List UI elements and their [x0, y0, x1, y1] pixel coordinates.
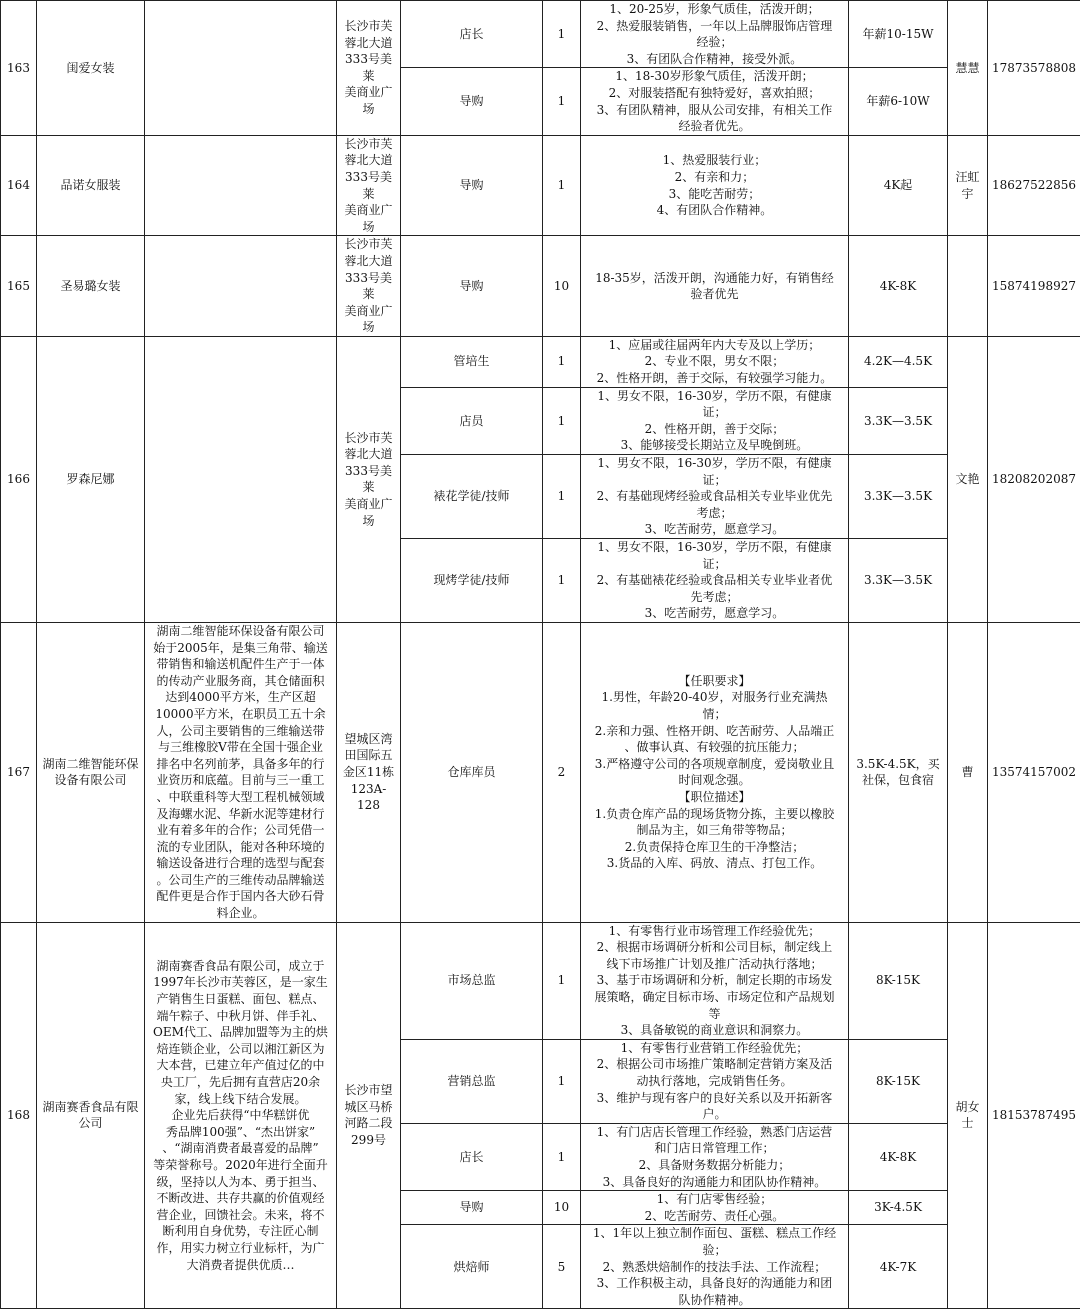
- intro-line: 输送设备进行合理的选型与配套: [148, 855, 333, 872]
- intro-line: 业资历和底蕴。目前与三一重工: [148, 772, 333, 789]
- requirement-line: 3、吃苦耐劳，愿意学习。: [584, 521, 845, 538]
- intro-line: 不断改进、共存共赢的价值观经: [148, 1190, 333, 1207]
- requirement-line: 3.严格遵守公司的各项规章制度，爱岗敬业且: [584, 756, 845, 773]
- requirement-line: 3、维护与现有客户的良好关系以及开拓新客: [584, 1090, 845, 1107]
- address-line: 333号美莱: [340, 169, 397, 202]
- requirement-line: 【职位描述】: [584, 789, 845, 806]
- requirement-line: 制品为主，如三角带等物品；: [584, 822, 845, 839]
- company-name-text: 湖南赛香食品有限公司: [42, 1100, 138, 1131]
- requirement-line: 1、18-30岁形象气质佳，活泼开朗；: [584, 68, 845, 85]
- position-title: [401, 1191, 543, 1225]
- position-count-text: 1: [558, 354, 566, 368]
- position-salary: [849, 1191, 948, 1225]
- requirement-line: 1、热爱服装行业；: [584, 152, 845, 169]
- requirement-line: 2.负责保持仓库卫生的干净整洁；: [584, 839, 845, 856]
- requirement-line: 2、具备财务数据分析能力；: [584, 1157, 845, 1174]
- position-salary: [849, 455, 948, 539]
- intro-line: 流的专业团队，能对各种环境的: [148, 839, 333, 856]
- position-salary: [849, 1, 948, 68]
- work-address: [337, 135, 401, 236]
- intro-line: 与三维橡胶V带在全国十强企业: [148, 739, 333, 756]
- position-title-text: 烘焙师: [453, 1260, 489, 1274]
- requirement-line: 3、有团队精神，服从公司安排，有相关工作: [584, 102, 845, 119]
- company-name: [37, 135, 145, 236]
- position-count: [543, 1039, 581, 1123]
- intro-line: OEM代工、品牌加盟等为主的烘: [148, 1024, 333, 1041]
- requirement-line: 3.货品的入库、码放、清点、打包工作。: [584, 855, 845, 872]
- intro-line: 、“湖南消费者最喜爱的品牌”: [148, 1140, 333, 1157]
- company-name: [37, 1, 145, 136]
- contact-person: [948, 622, 988, 922]
- position-requirements: [581, 622, 849, 922]
- position-count: [543, 622, 581, 922]
- row-number-text: 167: [7, 765, 30, 779]
- address-line: 场: [340, 101, 397, 118]
- position-salary: [849, 539, 948, 623]
- intro-line: 产销售生日蛋糕、面包、糕点、: [148, 991, 333, 1008]
- intro-line: 、中联重科等大型工程机械领域: [148, 789, 333, 806]
- table-row: [1, 1, 1080, 68]
- requirement-line: 动执行落地，完成销售任务。: [584, 1073, 845, 1090]
- requirement-line: 线下市场推广计划及推广活动执行落地；: [584, 956, 845, 973]
- requirement-line: 1、应届或往届两年内大专及以上学历；: [584, 337, 845, 354]
- intro-line: 业有着多年的合作；公司凭借一: [148, 822, 333, 839]
- position-count: [543, 1191, 581, 1225]
- requirement-line: 1.男性，年龄20-40岁，对服务行业充满热: [584, 689, 845, 706]
- salary-text: 4K-8K: [880, 1150, 916, 1164]
- work-address: [337, 236, 401, 337]
- position-count-text: 1: [558, 94, 566, 108]
- position-requirements: [581, 68, 849, 135]
- position-count-text: 2: [558, 765, 566, 779]
- requirement-line: 1、有门店店长管理工作经验，熟悉门店运营: [584, 1124, 845, 1141]
- address-line: 金区11栋: [340, 764, 397, 781]
- row-number: [1, 135, 37, 236]
- address-line: 场: [340, 513, 397, 530]
- work-address: [337, 336, 401, 622]
- intro-line: 湖南二维智能环保设备有限公司: [148, 623, 333, 640]
- contact-person: [948, 135, 988, 236]
- requirement-line: 1、20-25岁，形象气质佳，活泼开朗；: [584, 1, 845, 18]
- row-number-text: 166: [7, 472, 30, 486]
- salary-text: 3.3K—3.5K: [864, 573, 932, 587]
- intro-line: 排名中名列前茅，具备多年的行: [148, 756, 333, 773]
- requirement-line: 1、男女不限，16-30岁，学历不限，有健康: [584, 539, 845, 556]
- position-count: [543, 922, 581, 1039]
- position-salary: [849, 1039, 948, 1123]
- salary-text: 年薪10-15W: [863, 27, 934, 41]
- position-requirements: [581, 1123, 849, 1190]
- requirement-line: 经验者优先。: [584, 118, 845, 135]
- intro-line: 的传动产业服务商，其仓储面积: [148, 673, 333, 690]
- requirement-line: 证；: [584, 404, 845, 421]
- position-title-text: 店长: [459, 1150, 483, 1164]
- requirement-line: 2、性格开朗，善于交际，有较强学习能力。: [584, 370, 845, 387]
- table-row: [1, 922, 1080, 1039]
- position-title: [401, 387, 543, 454]
- contact-phone-text: 17873578808: [992, 61, 1076, 75]
- intro-line: 焙连锁企业，公司以湘江新区为: [148, 1041, 333, 1058]
- position-requirements: [581, 455, 849, 539]
- position-requirements: [581, 1, 849, 68]
- requirement-line: 2、有基础裱花经验或食品相关专业毕业者优: [584, 572, 845, 589]
- position-requirements: [581, 336, 849, 387]
- requirement-line: 证；: [584, 556, 845, 573]
- position-salary: [849, 68, 948, 135]
- requirement-line: 3、吃苦耐劳，愿意学习。: [584, 605, 845, 622]
- position-title-text: 管培生: [453, 354, 489, 368]
- company-name-text: 罗森尼娜: [66, 472, 114, 486]
- position-count-text: 1: [558, 1150, 566, 1164]
- salary-text: 4K-7K: [880, 1260, 916, 1274]
- contact-phone-text: 13574157002: [992, 765, 1076, 779]
- row-number: [1, 336, 37, 622]
- requirement-line: 2、根据公司市场推广策略制定营销方案及活: [584, 1056, 845, 1073]
- contact-phone: [988, 236, 1080, 337]
- requirement-line: 展策略，确定目标市场、市场定位和产品规划: [584, 989, 845, 1006]
- requirement-line: 3、具备良好的沟通能力和团队协作精神。: [584, 1174, 845, 1191]
- requirement-line: 2、熟悉烘焙制作的技法手法、工作流程；: [584, 1259, 845, 1276]
- address-line: 河路二段: [340, 1115, 397, 1132]
- row-number: [1, 622, 37, 922]
- intro-line: 达到4000平方米，生产区超: [148, 689, 333, 706]
- requirement-line: 验；: [584, 1242, 845, 1259]
- address-line: 长沙市望: [340, 1082, 397, 1099]
- requirement-line: 2、热爱服装销售，一年以上品牌服饰店管理: [584, 18, 845, 35]
- position-title-text: 导购: [459, 1200, 483, 1214]
- position-count: [543, 1225, 581, 1309]
- table-row: [1, 336, 1080, 387]
- position-title: [401, 236, 543, 337]
- address-line: 长沙市芙: [340, 236, 397, 253]
- company-name: [37, 622, 145, 922]
- company-name-text: 闺爱女装: [66, 61, 114, 75]
- position-count: [543, 236, 581, 337]
- position-requirements: [581, 1225, 849, 1309]
- address-line: 333号美莱: [340, 270, 397, 303]
- contact-person-text: 胡女士: [955, 1100, 979, 1131]
- requirement-line: 1、男女不限，16-30岁，学历不限，有健康: [584, 455, 845, 472]
- salary-text: 3.3K—3.5K: [864, 489, 932, 503]
- company-name-text: 品诺女服装: [60, 178, 120, 192]
- position-title: [401, 135, 543, 236]
- requirement-line: 3、有团队合作精神，接受外派。: [584, 51, 845, 68]
- position-title-text: 导购: [459, 94, 483, 108]
- contact-person: [948, 922, 988, 1309]
- address-line: 蓉北大道: [340, 253, 397, 270]
- intro-line: 企业先后获得“中华糕饼优: [148, 1107, 333, 1124]
- requirement-line: 【任职要求】: [584, 673, 845, 690]
- salary-text: 3.5K-4.5K，买社保，包食宿: [856, 757, 939, 788]
- intro-line: 10000平方米，在职员工五十余: [148, 706, 333, 723]
- position-requirements: [581, 922, 849, 1039]
- position-title-text: 仓库库员: [447, 765, 495, 779]
- salary-text: 4K-8K: [880, 279, 916, 293]
- work-address: [337, 922, 401, 1309]
- requirement-line: 2、专业不限，男女不限；: [584, 353, 845, 370]
- row-number-text: 164: [7, 178, 30, 192]
- position-title-text: 市场总监: [447, 973, 495, 987]
- intro-line: 1997年长沙市芙蓉区，是一家生: [148, 974, 333, 991]
- row-number-text: 163: [7, 61, 30, 75]
- salary-text: 8K-15K: [876, 973, 920, 987]
- position-salary: [849, 387, 948, 454]
- position-requirements: [581, 236, 849, 337]
- requirement-line: 等: [584, 1006, 845, 1023]
- intro-line: 级，坚持以人为本、勇于担当、: [148, 1174, 333, 1191]
- address-line: 城区马桥: [340, 1099, 397, 1116]
- company-name-text: 圣易璐女装: [60, 279, 120, 293]
- position-title-text: 店长: [459, 27, 483, 41]
- requirement-line: 1、有零售行业市场管理工作经验优先；: [584, 923, 845, 940]
- intro-line: 大消费者提供优质…: [148, 1257, 333, 1274]
- position-requirements: [581, 539, 849, 623]
- row-number-text: 168: [7, 1108, 30, 1122]
- requirement-line: 3、能够接受长期站立及早晚倒班。: [584, 437, 845, 454]
- salary-text: 8K-15K: [876, 1074, 920, 1088]
- position-count: [543, 336, 581, 387]
- address-line: 美商业广: [340, 496, 397, 513]
- position-title-text: 裱花学徒/技师: [433, 489, 509, 503]
- contact-person: [948, 1, 988, 136]
- position-salary: [849, 1225, 948, 1309]
- salary-text: 4.2K—4.5K: [864, 354, 932, 368]
- company-name: [37, 922, 145, 1309]
- requirement-line: 4、有团队合作精神。: [584, 202, 845, 219]
- requirement-line: 验者优先: [584, 286, 845, 303]
- requirement-line: 情；: [584, 706, 845, 723]
- position-title: [401, 1039, 543, 1123]
- salary-text: 3K-4.5K: [874, 1200, 922, 1214]
- table-body: [1, 1, 1080, 1309]
- table-row: [1, 622, 1080, 922]
- position-salary: [849, 336, 948, 387]
- address-line: 长沙市芙: [340, 430, 397, 447]
- salary-text: 年薪6-10W: [866, 94, 929, 108]
- contact-phone: [988, 1, 1080, 136]
- position-title: [401, 922, 543, 1039]
- salary-text: 4K起: [884, 178, 913, 192]
- requirement-line: 2、吃苦耐劳、责任心强。: [584, 1208, 845, 1225]
- intro-line: 家，线上线下结合发展。: [148, 1091, 333, 1108]
- requirement-line: 1、有零售行业营销工作经验优先；: [584, 1040, 845, 1057]
- address-line: 场: [340, 319, 397, 336]
- position-count-text: 10: [554, 279, 569, 293]
- requirement-line: 3、能吃苦耐劳；: [584, 186, 845, 203]
- requirement-line: 2、有亲和力；: [584, 169, 845, 186]
- requirement-line: 2、对服装搭配有独特爱好，喜欢拍照；: [584, 85, 845, 102]
- contact-person: [948, 236, 988, 337]
- company-intro: [145, 336, 337, 622]
- position-count-text: 5: [558, 1260, 566, 1274]
- address-line: 美商业广: [340, 303, 397, 320]
- contact-phone: [988, 622, 1080, 922]
- requirement-line: 2.亲和力强、性格开朗、吃苦耐劳、人品端正: [584, 723, 845, 740]
- intro-line: 等荣誉称号。2020年进行全面升: [148, 1157, 333, 1174]
- position-salary: [849, 1123, 948, 1190]
- intro-line: 湖南赛香食品有限公司，成立于: [148, 958, 333, 975]
- address-line: 望城区湾: [340, 731, 397, 748]
- table-row: [1, 236, 1080, 337]
- intro-line: 端午粽子、中秋月饼、伴手礼、: [148, 1008, 333, 1025]
- intro-line: 及海螺水泥、华新水泥等建材行: [148, 806, 333, 823]
- position-title-text: 导购: [459, 178, 483, 192]
- position-title-text: 营销总监: [447, 1074, 495, 1088]
- position-requirements: [581, 1039, 849, 1123]
- address-line: 场: [340, 219, 397, 236]
- address-line: 长沙市芙: [340, 136, 397, 153]
- contact-phone-text: 15874198927: [992, 279, 1076, 293]
- position-requirements: [581, 1191, 849, 1225]
- contact-person-text: 文艳: [955, 472, 979, 486]
- position-title-text: 店员: [459, 414, 483, 428]
- company-intro: [145, 236, 337, 337]
- requirement-line: 3、工作积极主动，具备良好的沟通能力和团: [584, 1275, 845, 1292]
- intro-line: 人，公司主要销售的三维输送带: [148, 723, 333, 740]
- position-count-text: 1: [558, 414, 566, 428]
- position-count: [543, 1, 581, 68]
- position-title: [401, 1, 543, 68]
- position-title: [401, 68, 543, 135]
- position-count-text: 1: [558, 489, 566, 503]
- intro-line: 断利用自身优势，专注匠心制: [148, 1223, 333, 1240]
- intro-line: 央工厂，先后拥有直营店20余: [148, 1074, 333, 1091]
- salary-text: 3.3K—3.5K: [864, 414, 932, 428]
- position-count-text: 1: [558, 27, 566, 41]
- requirement-line: 1.负责仓库产品的现场货物分拣，主要以橡胶: [584, 806, 845, 823]
- position-count: [543, 1123, 581, 1190]
- intro-line: 秀品牌100强”、“杰出饼家”: [148, 1124, 333, 1141]
- address-line: 美商业广: [340, 84, 397, 101]
- position-title-text: 导购: [459, 279, 483, 293]
- position-title: [401, 539, 543, 623]
- company-name: [37, 336, 145, 622]
- table-row: [1, 135, 1080, 236]
- position-count-text: 1: [558, 573, 566, 587]
- intro-line: 作，用实力树立行业标杆，为广: [148, 1240, 333, 1257]
- position-title: [401, 455, 543, 539]
- position-count: [543, 68, 581, 135]
- company-intro: [145, 1, 337, 136]
- requirement-line: 2、有基础现烤经验或食品相关专业毕业优先: [584, 488, 845, 505]
- intro-line: 始于2005年，是集三角带、输送: [148, 640, 333, 657]
- address-line: 长沙市芙: [340, 18, 397, 35]
- contact-phone-text: 18208202087: [992, 472, 1076, 486]
- position-title: [401, 1123, 543, 1190]
- requirement-line: 1、有门店零售经验；: [584, 1191, 845, 1208]
- intro-line: 料企业。: [148, 905, 333, 922]
- position-title: [401, 1225, 543, 1309]
- requirement-line: 经验；: [584, 34, 845, 51]
- intro-line: 带销售和输送机配件生产于一体: [148, 656, 333, 673]
- position-count-text: 10: [554, 1200, 569, 1214]
- address-line: 333号美莱: [340, 463, 397, 496]
- address-line: 333号美莱: [340, 51, 397, 84]
- contact-phone: [988, 336, 1080, 622]
- position-title: [401, 336, 543, 387]
- company-name: [37, 236, 145, 337]
- work-address: [337, 622, 401, 922]
- position-salary: [849, 622, 948, 922]
- row-number: [1, 922, 37, 1309]
- contact-person-text: 汪虹宇: [955, 170, 979, 201]
- requirement-line: 2、性格开朗，善于交际；: [584, 421, 845, 438]
- requirement-line: 户。: [584, 1106, 845, 1123]
- position-title: [401, 622, 543, 922]
- position-salary: [849, 135, 948, 236]
- contact-phone-text: 18153787495: [992, 1108, 1076, 1122]
- address-line: 蓉北大道: [340, 446, 397, 463]
- requirement-line: 和门店日常管理工作；: [584, 1140, 845, 1157]
- contact-person-text: 曹: [961, 765, 973, 779]
- position-count-text: 1: [558, 973, 566, 987]
- contact-phone-text: 18627522856: [992, 178, 1076, 192]
- address-line: 蓉北大道: [340, 35, 397, 52]
- requirement-line: 、做事认真、有较强的抗压能力；: [584, 739, 845, 756]
- position-salary: [849, 922, 948, 1039]
- requirement-line: 考虑；: [584, 505, 845, 522]
- position-count: [543, 135, 581, 236]
- requirement-line: 时间观念强。: [584, 772, 845, 789]
- intro-line: 营企业，回馈社会。未来，将不: [148, 1207, 333, 1224]
- position-requirements: [581, 387, 849, 454]
- address-line: 123A-128: [340, 781, 397, 814]
- company-intro: [145, 622, 337, 922]
- requirement-line: 1、1年以上独立制作面包、蛋糕、糕点工作经: [584, 1225, 845, 1242]
- company-intro: [145, 135, 337, 236]
- position-count: [543, 455, 581, 539]
- position-count-text: 1: [558, 178, 566, 192]
- requirement-line: 3、具备敏锐的商业意识和洞察力。: [584, 1022, 845, 1039]
- row-number: [1, 236, 37, 337]
- row-number-text: 165: [7, 279, 30, 293]
- row-number: [1, 1, 37, 136]
- address-line: 美商业广: [340, 202, 397, 219]
- address-line: 田国际五: [340, 747, 397, 764]
- company-intro: [145, 922, 337, 1309]
- company-name-text: 湖南二维智能环保设备有限公司: [42, 757, 138, 788]
- address-line: 蓉北大道: [340, 152, 397, 169]
- requirement-line: 1、男女不限，16-30岁，学历不限，有健康: [584, 388, 845, 405]
- contact-phone: [988, 922, 1080, 1309]
- contact-phone: [988, 135, 1080, 236]
- position-count-text: 1: [558, 1074, 566, 1088]
- intro-line: 。公司生产的三维传动品牌输送: [148, 872, 333, 889]
- position-salary: [849, 236, 948, 337]
- requirement-line: 队协作精神。: [584, 1292, 845, 1309]
- position-title-text: 现烤学徒/技师: [433, 573, 509, 587]
- contact-person: [948, 336, 988, 622]
- requirement-line: 证；: [584, 472, 845, 489]
- requirement-line: 18-35岁，活泼开朗，沟通能力好，有销售经: [584, 270, 845, 287]
- work-address: [337, 1, 401, 136]
- requirement-line: 2、根据市场调研分析和公司目标，制定线上: [584, 939, 845, 956]
- intro-line: 配件更是合作于国内各大砂石骨: [148, 888, 333, 905]
- contact-person-text: 慧慧: [955, 61, 979, 75]
- requirement-line: 先考虑；: [584, 589, 845, 606]
- intro-line: 大本营，已建立年产值过亿的中: [148, 1057, 333, 1074]
- address-line: 299号: [340, 1132, 397, 1149]
- position-requirements: [581, 135, 849, 236]
- position-count: [543, 539, 581, 623]
- position-count: [543, 387, 581, 454]
- requirement-line: 3、基于市场调研和分析，制定长期的市场发: [584, 972, 845, 989]
